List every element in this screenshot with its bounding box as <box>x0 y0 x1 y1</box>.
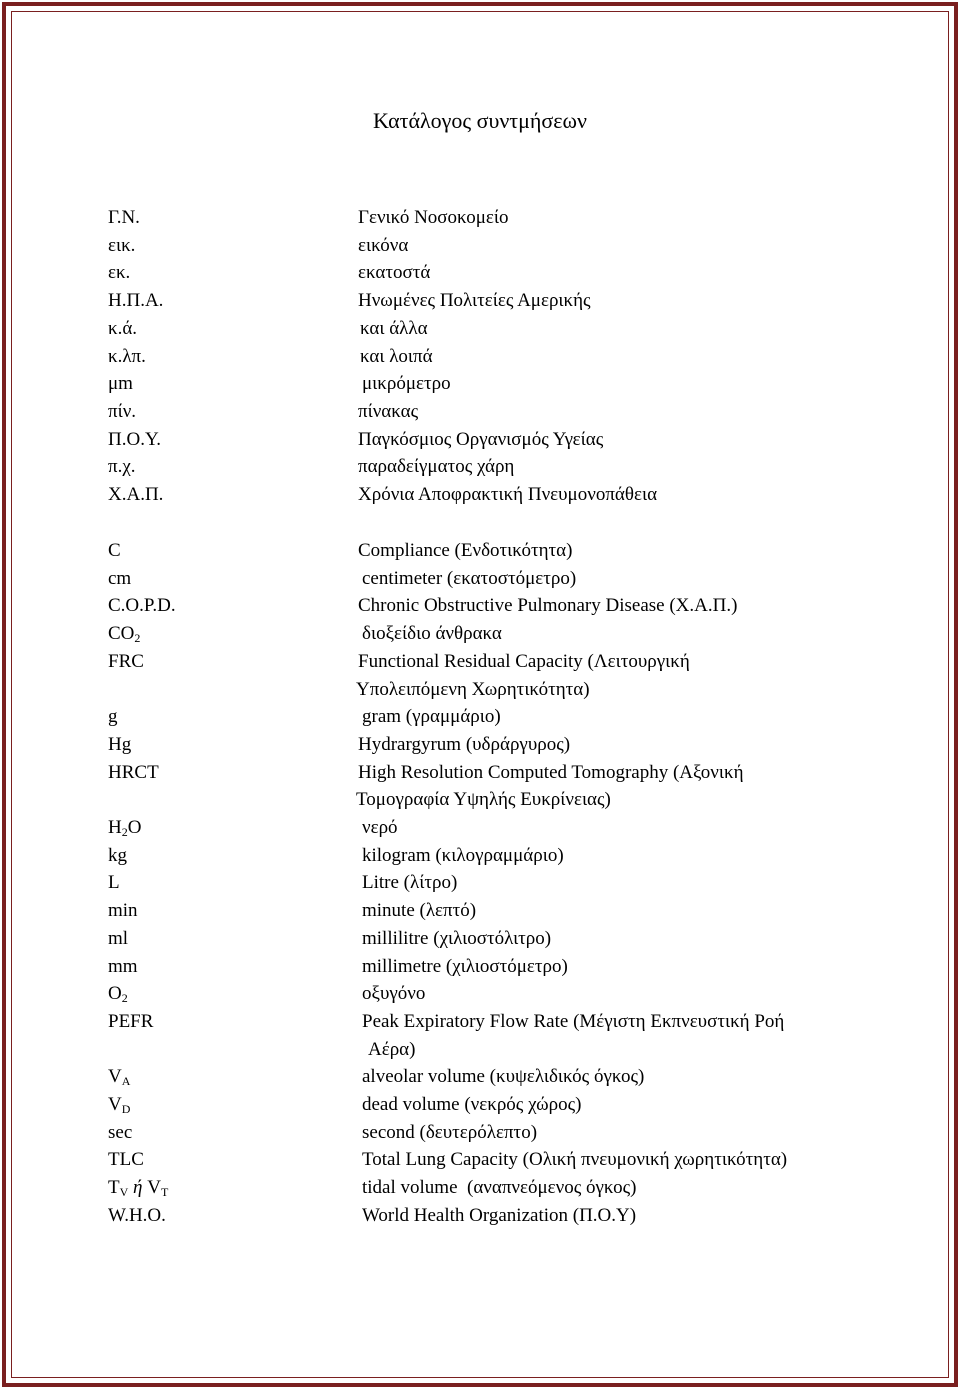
abbreviation-description: World Health Organization (Π.Ο.Υ) <box>362 1204 637 1226</box>
abbreviation-description: Αέρα) <box>368 1038 416 1060</box>
abbreviation-term <box>108 869 120 897</box>
abbreviation-term <box>108 925 128 953</box>
abbreviation-row <box>0 676 960 704</box>
abbreviation-text: kg <box>108 844 127 866</box>
abbreviation-description: διοξείδιο άνθρακα <box>362 623 502 645</box>
abbreviation-term <box>108 1174 168 1203</box>
abbreviation-text: V <box>108 1066 122 1088</box>
abbreviation-description: Compliance (Ενδοτικότητα) <box>358 540 573 561</box>
abbreviation-description: millilitre (χιλιοστόλιτρο) <box>362 927 552 949</box>
abbreviation-subscript-alt: T <box>160 1185 169 1200</box>
abbreviation-description: Χρόνια Αποφρακτική Πνευμονοπάθεια <box>358 484 658 505</box>
abbreviation-row <box>0 703 960 731</box>
abbreviation-term <box>108 620 140 649</box>
abbreviation-term <box>108 1008 153 1036</box>
abbreviation-row <box>0 980 960 1008</box>
abbreviation-description: tidal volume (αναπνεόμενος όγκος) <box>362 1177 637 1199</box>
abbreviation-description: gram (γραμμάριο) <box>362 706 501 728</box>
abbreviation-description: οξυγόνο <box>362 983 426 1005</box>
abbreviation-text: C.O.P.D. <box>108 595 176 617</box>
abbreviation-term <box>108 814 141 843</box>
abbreviation-row <box>0 287 960 315</box>
abbreviation-text: κ.λπ. <box>108 345 146 367</box>
abbreviation-text: cm <box>108 567 132 589</box>
abbreviation-description: Υπολειπόμενη Χωρητικότητα) <box>356 678 590 700</box>
abbreviation-description: και άλλα <box>360 317 428 339</box>
abbreviation-text: PEFR <box>108 1010 154 1032</box>
abbreviation-row <box>0 1174 960 1202</box>
abbreviation-row <box>0 565 960 593</box>
abbreviation-text: V <box>108 1094 122 1115</box>
abbreviation-description: centimeter (εκατοστόμετρο) <box>362 567 577 589</box>
abbreviation-term <box>108 204 140 232</box>
abbreviation-term <box>108 703 118 731</box>
abbreviation-row <box>0 869 960 897</box>
abbreviation-row <box>0 1202 960 1230</box>
abbreviation-row <box>0 731 960 759</box>
abbreviation-text: TLC <box>108 1149 144 1171</box>
abbreviation-term <box>108 1202 166 1230</box>
abbreviation-description: νερό <box>362 817 398 838</box>
abbreviation-term <box>108 1091 130 1120</box>
abbreviation-row <box>0 1008 960 1036</box>
abbreviation-text: O <box>108 983 122 1005</box>
abbreviation-description: Τομογραφία Υψηλής Ευκρίνειας) <box>356 789 611 811</box>
abbreviation-term <box>108 398 136 426</box>
abbreviation-term <box>108 731 131 759</box>
abbreviation-row <box>0 786 960 814</box>
abbreviation-description: Total Lung Capacity (Ολική πνευμονική χωρητικότητα) <box>362 1149 788 1171</box>
abbreviation-conjunction: ή <box>128 1177 148 1199</box>
abbreviation-term <box>108 1146 144 1174</box>
abbreviation-term <box>108 537 121 565</box>
abbreviation-row <box>0 814 960 842</box>
abbreviation-description: dead volume (νεκρός χώρος) <box>362 1094 582 1115</box>
abbreviation-row <box>0 204 960 232</box>
abbreviation-description: εκατοστά <box>358 262 431 284</box>
abbreviation-term <box>108 897 138 925</box>
abbreviation-row <box>0 759 960 787</box>
abbreviation-row <box>0 343 960 371</box>
abbreviation-text: Hg <box>108 733 132 755</box>
abbreviation-text: mm <box>108 955 138 977</box>
abbreviation-text: sec <box>108 1121 133 1143</box>
abbreviation-row <box>0 481 960 509</box>
abbreviation-row <box>0 259 960 287</box>
abbreviation-subscript: V <box>119 1185 129 1200</box>
abbreviation-row <box>0 648 960 676</box>
abbreviation-subscript: 2 <box>121 825 128 839</box>
abbreviation-term <box>108 426 161 454</box>
abbreviation-description: Γενικό Νοσοκομείο <box>358 207 509 228</box>
abbreviation-text: π.χ. <box>108 456 136 478</box>
abbreviation-subscript: A <box>121 1074 131 1089</box>
abbreviation-text: πίν. <box>108 400 137 422</box>
abbreviation-term <box>108 1063 130 1092</box>
abbreviation-row <box>0 1091 960 1119</box>
abbreviation-term <box>108 980 128 1009</box>
abbreviation-row <box>0 315 960 343</box>
abbreviation-term <box>108 842 127 870</box>
abbreviation-row <box>0 1036 960 1064</box>
page-title: Κατάλογος συντμήσεων <box>373 108 587 133</box>
abbreviation-description: Litre (λίτρο) <box>362 872 458 894</box>
abbreviation-term <box>108 481 163 509</box>
abbreviation-text: W.H.O. <box>108 1204 166 1226</box>
abbreviation-text: FRC <box>108 650 144 672</box>
abbreviation-row <box>0 1119 960 1147</box>
abbreviation-description: Chronic Obstructive Pulmonary Disease (Χ.Α.Π.) <box>358 595 738 617</box>
abbreviation-term <box>108 232 135 260</box>
abbreviation-row <box>0 592 960 620</box>
abbreviation-text: μm <box>108 373 133 395</box>
abbreviation-text-alt: V <box>147 1177 161 1199</box>
abbreviation-text-suffix: O <box>127 817 142 838</box>
abbreviation-term <box>108 453 136 481</box>
abbreviation-row <box>0 537 960 565</box>
abbreviation-description: Hydrargyrum (υδράργυρος) <box>358 733 571 755</box>
abbreviation-row <box>0 842 960 870</box>
abbreviation-text: L <box>108 872 120 894</box>
abbreviation-text: g <box>108 706 118 728</box>
abbreviation-row <box>0 232 960 260</box>
abbreviation-description: kilogram (κιλογραμμάριο) <box>362 844 564 866</box>
abbreviation-term <box>108 1119 132 1147</box>
abbreviation-term <box>108 953 138 981</box>
abbreviation-row <box>0 1063 960 1091</box>
abbreviation-row <box>0 897 960 925</box>
abbreviation-description: Peak Expiratory Flow Rate (Μέγιστη Εκπνευστική Ροή <box>362 1010 785 1032</box>
abbreviation-term <box>108 370 133 398</box>
abbreviation-text: min <box>108 900 138 922</box>
abbreviation-description: Ηνωμένες Πολιτείες Αμερικής <box>358 290 591 312</box>
abbreviation-row <box>0 398 960 426</box>
abbreviation-term <box>108 648 144 676</box>
abbreviation-term <box>108 287 163 315</box>
abbreviation-text: Χ.Α.Π. <box>108 484 164 505</box>
abbreviation-description: Functional Residual Capacity (Λειτουργική <box>358 650 690 672</box>
abbreviation-description: μικρόμετρο <box>362 373 451 395</box>
abbreviation-text: CO <box>108 623 135 645</box>
abbreviation-description: παραδείγματος χάρη <box>358 456 515 478</box>
abbreviation-text: εικ. <box>108 234 136 256</box>
abbreviation-term <box>108 315 137 343</box>
abbreviation-term <box>108 259 130 287</box>
abbreviation-text: C <box>108 540 121 561</box>
abbreviation-row <box>0 370 960 398</box>
abbreviation-description: εικόνα <box>358 234 409 256</box>
abbreviation-text: Γ.Ν. <box>108 207 140 228</box>
abbreviation-subscript: 2 <box>134 631 141 646</box>
abbreviation-description: πίνακας <box>358 400 419 422</box>
abbreviation-text: Π.Ο.Υ. <box>108 428 162 450</box>
abbreviation-row <box>0 620 960 648</box>
abbreviation-text: HRCT <box>108 761 159 783</box>
abbreviation-description: High Resolution Computed Tomography (Αξονική <box>358 761 744 783</box>
abbreviation-text: ml <box>108 927 129 949</box>
abbreviation-row <box>0 426 960 454</box>
abbreviation-row <box>0 453 960 481</box>
abbreviation-description: alveolar volume (κυψελιδικός όγκος) <box>362 1066 645 1088</box>
abbreviation-description: second (δευτερόλεπτο) <box>362 1121 538 1143</box>
abbreviation-term <box>108 343 146 371</box>
abbreviation-description: και λοιπά <box>360 345 433 367</box>
abbreviation-term <box>108 565 131 593</box>
abbreviation-text: T <box>108 1177 120 1199</box>
abbreviation-text: εκ. <box>108 262 131 284</box>
abbreviation-description: millimetre (χιλιοστόμετρο) <box>362 955 568 977</box>
abbreviation-text: Η.Π.Α. <box>108 290 164 312</box>
abbreviation-row <box>0 925 960 953</box>
abbreviation-subscript: D <box>121 1102 131 1116</box>
abbreviation-text: κ.ά. <box>108 317 138 339</box>
abbreviation-subscript: 2 <box>121 991 128 1006</box>
abbreviation-text: H <box>108 817 122 838</box>
abbreviation-description: minute (λεπτό) <box>362 900 477 922</box>
abbreviation-row <box>0 953 960 981</box>
abbreviation-description: Παγκόσμιος Οργανισμός Υγείας <box>358 428 604 450</box>
abbreviation-term <box>108 592 176 620</box>
abbreviation-row <box>0 1146 960 1174</box>
abbreviation-term <box>108 759 159 787</box>
